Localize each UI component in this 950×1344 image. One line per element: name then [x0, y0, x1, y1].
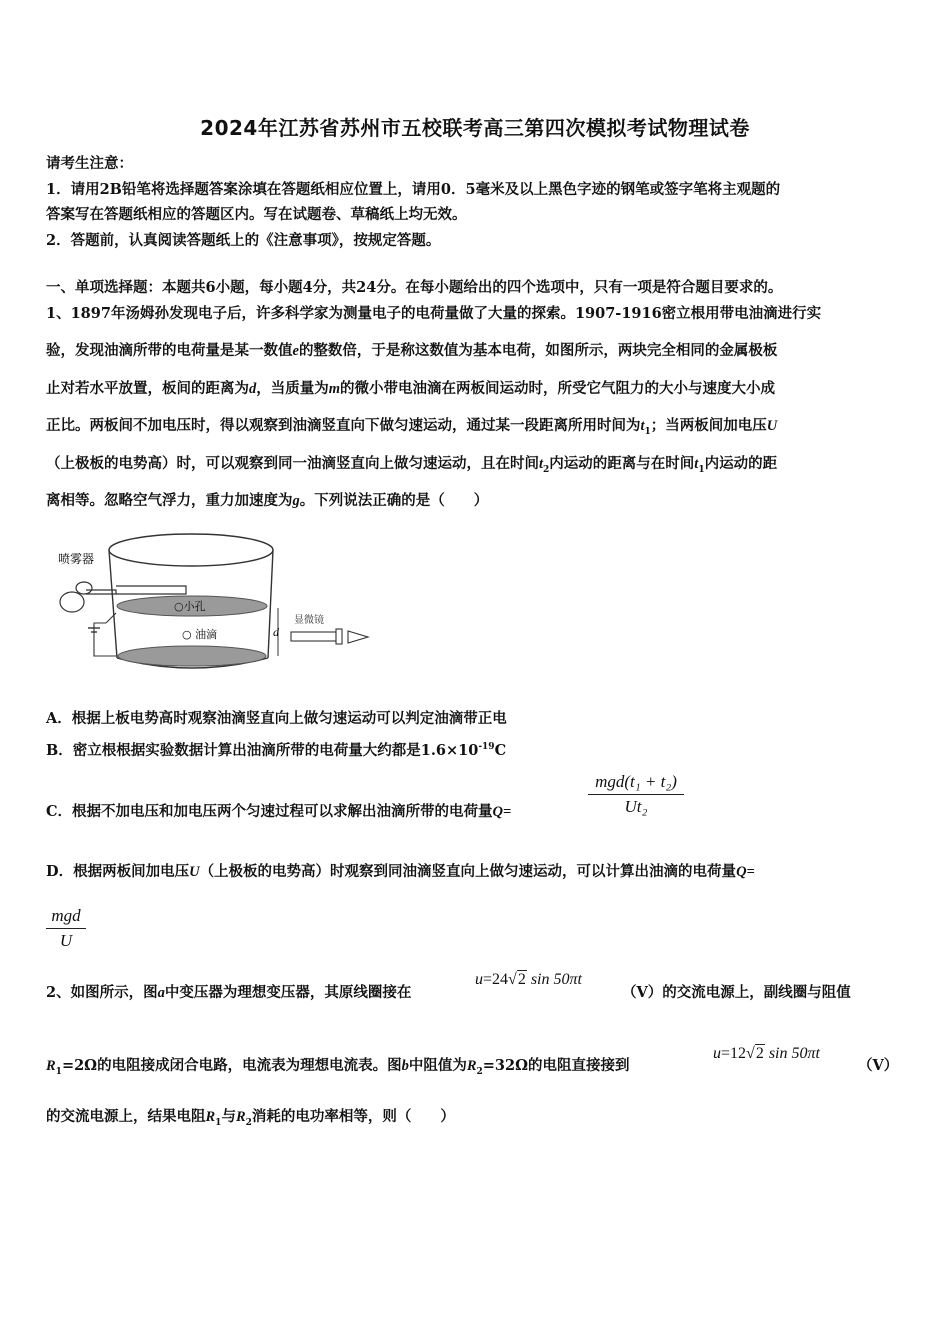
- q1-text: 内运动的距离与在时间: [549, 455, 695, 472]
- q1-text: 止对若水平放置，板间的距离为: [46, 380, 249, 397]
- sine-term: sin 50πt: [768, 1045, 820, 1062]
- q2-text: 消耗的电功率相等，则（ ）: [251, 1108, 455, 1125]
- option-c-fraction: [588, 772, 684, 817]
- fraction-numerator: mgd(t₁ + t₂): [595, 772, 677, 791]
- subscript: 1: [55, 1066, 62, 1077]
- subscript: 1: [644, 426, 651, 437]
- subscript: 2: [245, 1117, 252, 1128]
- var-R: R: [235, 1109, 246, 1125]
- option-c-text: C．根据不加电压和加电压两个匀速过程可以求解出油滴所带的电荷量: [46, 803, 493, 820]
- var-Q: Q=: [492, 804, 512, 820]
- var-R: R: [205, 1109, 216, 1125]
- q2-line-1-end: （V）的交流电源上，副线圈与阻值: [622, 984, 851, 1001]
- amplitude: =24: [483, 971, 509, 988]
- var-e: e: [292, 343, 299, 359]
- var-a: a: [157, 985, 165, 1001]
- q1-text: 的微小带电油滴在两板间运动时，所受它气阻力的大小与速度大小成: [340, 380, 776, 397]
- q1-text: 正比。两板间不加电压时，得以观察到油滴竖直向下做匀速运动，通过某一段距离所用时间为: [46, 417, 641, 434]
- fraction-bar: [588, 794, 684, 795]
- var-g: g: [292, 493, 300, 509]
- option-b-unit: C: [494, 742, 507, 759]
- q1-text: 的整数倍，于是称这数值为基本电荷，如图所示，两块完全相同的金属极板: [298, 342, 778, 359]
- var-t: t: [694, 456, 699, 472]
- subscript: 1: [215, 1117, 222, 1128]
- q2-text: =32Ω的电阻直接接到: [482, 1057, 630, 1074]
- q1-line-4: [46, 414, 777, 435]
- q2-line-2: [46, 1054, 630, 1075]
- var-U: U: [189, 864, 200, 880]
- section-heading: 一、单项选择题：本题共6小题，每小题4分，共24分。在每小题给出的四个选项中，只有一项是符合题目要求的。: [46, 279, 783, 296]
- sqrt-arg: 2: [755, 1045, 764, 1062]
- var-R: R: [46, 1058, 56, 1074]
- option-c: [46, 800, 511, 821]
- exponent: -19: [478, 742, 495, 753]
- subscript: 2: [476, 1066, 483, 1077]
- q1-text: 内运动的距: [704, 455, 778, 472]
- page-title: 2024年江苏省苏州市五校联考高三第四次模拟考试物理试卷: [200, 116, 750, 140]
- option-d-text: （上极板的电势高）时观察到同油滴竖直向上做匀速运动，可以计算出油滴的电荷量: [199, 863, 737, 880]
- cylinder-top: [109, 534, 273, 566]
- sprayer-head-icon: [76, 582, 92, 594]
- q1-line-3: [46, 377, 775, 398]
- fraction-denominator: Ut₂: [624, 797, 648, 816]
- option-b-text: B．密立根根据实验数据计算出油滴所带的电荷量大约都是1.6×10: [46, 742, 479, 759]
- fraction-bar: [46, 928, 86, 929]
- q1-line-5: [46, 452, 777, 473]
- eye-icon: [348, 631, 368, 643]
- q1-line-1: 1、1897年汤姆孙发现电子后，许多科学家为测量电子的电荷量做了大量的探索。1907-1916密立根用带电油滴进行实: [46, 305, 822, 322]
- option-d-text: D．根据两板间加电压: [46, 863, 190, 880]
- q1-text: 。下列说法正确的是（ ）: [299, 492, 489, 509]
- notice-line-1: 1．请用2B铅笔将选择题答案涂填在答题纸相应位置上，请用0．5毫米及以上黑色字迹的钢笔或签字笔将主观题的: [46, 181, 781, 198]
- millikan-apparatus-figure: [46, 528, 376, 678]
- var-R: R: [466, 1058, 477, 1074]
- q2-line-2-end: （V）: [858, 1057, 899, 1074]
- q1-line-2: [46, 339, 777, 360]
- notice-line-2: 2．答题前，认真阅读答题纸上的《注意事项》，按规定答题。: [46, 232, 441, 249]
- subscript: 2: [543, 464, 550, 475]
- q2-text: 中阻值为: [408, 1057, 467, 1074]
- lower-plate: [118, 646, 266, 666]
- option-d-fraction: [46, 906, 86, 951]
- d-label: d: [273, 625, 279, 639]
- var-U: U: [766, 418, 778, 434]
- notice-heading: 请考生注意：: [46, 155, 133, 172]
- q1-text: （上极板的电势高）时，可以观察到同一油滴竖直向上做匀速运动，且在时间: [46, 455, 539, 472]
- var-u: u: [475, 971, 483, 988]
- var-t: t: [640, 418, 645, 434]
- q2-line-3: [46, 1105, 455, 1126]
- microscope-eyepiece: [336, 629, 342, 644]
- q2-text: 的交流电源上，结果电阻: [46, 1108, 206, 1125]
- q2-line-1: [46, 981, 411, 1002]
- sine-term: sin 50πt: [530, 971, 582, 988]
- microscope-label: 显微镜: [294, 615, 324, 626]
- q2-text: =2Ω的电阻接成闭合电路，电流表为理想电流表。图: [61, 1057, 402, 1074]
- hole-label: ○小孔: [174, 600, 206, 613]
- option-b: [46, 739, 506, 760]
- q2-text: 中变压器为理想变压器，其原线圈接在: [164, 984, 412, 1001]
- q1-line-6: [46, 489, 488, 510]
- fraction-numerator: mgd: [51, 906, 81, 925]
- voltage-formula-1: u=24√2 sin 50πt: [475, 971, 582, 988]
- cylinder-left-wall: [109, 550, 117, 658]
- var-b: b: [401, 1058, 409, 1074]
- var-Q: Q=: [736, 864, 755, 880]
- voltage-formula-2: u=12√2 sin 50πt: [713, 1045, 820, 1062]
- drop-label: ○ 油滴: [182, 628, 218, 641]
- notice-line-1b: 答案写在答题纸相应的答题区内。写在试题卷、草稿纸上均无效。: [46, 206, 467, 223]
- amplitude: =12: [721, 1045, 747, 1062]
- sqrt-arg: 2: [517, 971, 526, 988]
- q1-text: 离相等。忽略空气浮力，重力加速度为: [46, 492, 293, 509]
- sprayer-bulb-icon: [60, 592, 84, 612]
- option-d: [46, 860, 755, 881]
- q1-text: ，当质量为: [256, 380, 329, 397]
- fraction-denominator: U: [59, 931, 73, 950]
- nozzle-tube: [116, 586, 186, 594]
- var-d: d: [249, 381, 257, 397]
- sprayer-label: 喷雾器: [58, 552, 95, 566]
- option-a: A．根据上板电势高时观察油滴竖直向上做匀速运动可以判定油滴带正电: [46, 710, 507, 727]
- var-u: u: [713, 1045, 721, 1062]
- microscope-icon: [291, 632, 336, 641]
- subscript: 1: [698, 464, 705, 475]
- q1-text: ；当两板间加电压: [650, 417, 767, 434]
- q2-text: 2、如图所示，图: [46, 984, 158, 1001]
- var-t: t: [539, 456, 544, 472]
- cylinder-right-wall: [268, 550, 273, 658]
- q2-text: 与: [221, 1108, 236, 1125]
- var-m: m: [328, 381, 341, 397]
- q1-text: 验，发现油滴所带的电荷量是某一数值: [46, 342, 293, 359]
